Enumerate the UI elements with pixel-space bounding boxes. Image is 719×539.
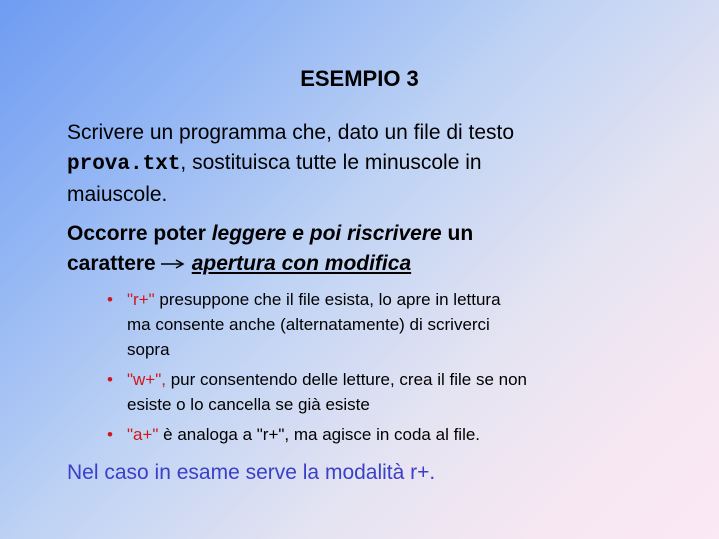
list-item-text: è analoga a "r+", ma agisce in coda al file.	[158, 425, 481, 444]
occorre-text-a: Occorre poter	[67, 222, 212, 245]
list-item-text: pur consentendo delle letture, crea il file se non	[166, 370, 528, 389]
occorre-text-f: carattere	[67, 252, 156, 275]
list-item	[104, 367, 664, 417]
occorre-text-g: apertura con modifica	[191, 252, 412, 275]
list-item	[104, 287, 664, 362]
list-item-text: ma consente anche (alternatamente) di scriverci	[127, 315, 490, 334]
intro-text-2: , sostituisca tutte le minuscole in	[180, 151, 482, 174]
intro-text-1: Scrivere un programma che, dato un file di testo	[67, 121, 515, 144]
list-item-text: sopra	[127, 340, 170, 359]
bullet-dot-icon: •	[107, 425, 113, 444]
mode-list	[104, 287, 664, 452]
filename: prova.txt	[67, 153, 181, 176]
right-arrow-icon	[160, 258, 186, 270]
list-item	[104, 422, 664, 447]
slide-title: ESEMPIO 3	[300, 66, 419, 91]
occorre-paragraph	[67, 219, 627, 279]
bullet-dot-icon: •	[107, 290, 113, 309]
mode-label: "w+",	[127, 370, 166, 389]
occorre-text-d: poi riscrivere	[309, 222, 442, 245]
intro-paragraph	[67, 118, 627, 210]
mode-label: "r+"	[127, 290, 155, 309]
list-item-text: presuppone che il file esista, lo apre in lettura	[154, 290, 501, 309]
occorre-text-b: leggere	[211, 222, 287, 245]
mode-label: "a+"	[127, 425, 159, 444]
occorre-text-c: e	[286, 222, 310, 245]
bullet-dot-icon: •	[107, 370, 113, 389]
occorre-text-e: un	[441, 222, 474, 245]
intro-text-3: maiuscole.	[67, 183, 168, 206]
conclusion-text: Nel caso in esame serve la modalità r+.	[67, 461, 436, 484]
list-item-text: esiste o lo cancella se già esiste	[127, 395, 370, 414]
